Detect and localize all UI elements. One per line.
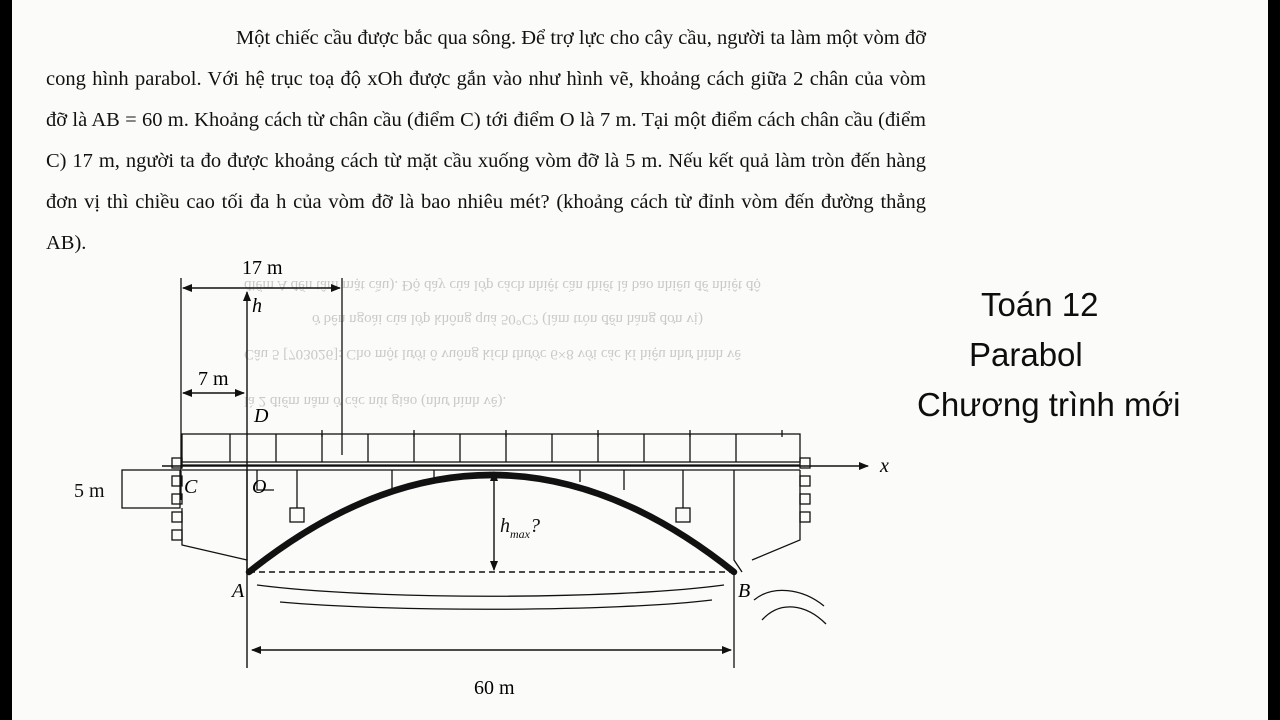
problem-statement: Một chiếc cầu được bắc qua sông. Để trợ lực cho cây cầu, người ta làm một vòm đỡ cong hình parabol. Với hệ trục toạ độ xOh được gắn vào như hình vẽ, khoảng cách giữa 2 chân của vòm đỡ là AB = 60 m. Khoảng cách từ chân cầu (điểm C) tới điểm O là 7 m. Tại một điểm cách chân cầu (điểm C) 17 m, người ta đo được khoảng cách từ mặt cầu xuống vòm đỡ là 5 m. Nếu kết quả làm tròn đến hàng đơn vị thì chiều cao tối đa h của vòm đỡ là bao nhiêu mét? (khoảng cách từ đỉnh vòm đến đường thẳng AB). (46, 27, 926, 254)
label-60m: 60 m (474, 677, 515, 699)
label-5m: 5 m (74, 480, 105, 502)
bleed-through-line-1: điểm A đến tâm mặt cầu). Độ dày của lớp cách nhiệt cần thiết là bao nhiêu để nhiệt độ (244, 277, 761, 293)
label-hmax: h (500, 515, 510, 537)
left-abutment (74, 458, 274, 572)
label-7m: 7 m (198, 368, 229, 390)
hmax-indicator (494, 472, 540, 570)
label-A: A (232, 580, 245, 602)
label-D: D (254, 405, 269, 427)
deck-ticks (322, 430, 782, 437)
lesson-title-topic: Parabol (969, 336, 1083, 373)
label-h: h (252, 295, 262, 317)
lesson-title (917, 280, 1257, 430)
label-C: C (184, 476, 198, 498)
deck-panel-dividers (230, 434, 736, 462)
svg-text:hmax? (500, 515, 540, 541)
parabolic-arch (249, 475, 734, 572)
dimension-17m (181, 257, 342, 500)
arch-posts (290, 470, 690, 522)
x-axis (162, 455, 889, 477)
worksheet-page (12, 0, 1268, 720)
label-B: B (738, 580, 751, 602)
label-hmax-subscript: max (510, 527, 530, 541)
bleed-through-line-3: Câu 5 [703026]: Cho một lưới ô vuông kích thước 6×8 với các kí hiệu như hình vẽ (244, 346, 741, 362)
label-hmax-question: ? (530, 515, 540, 537)
label-17m: 17 m (242, 257, 283, 279)
river-bed (257, 585, 724, 609)
right-abutment (734, 458, 826, 624)
label-x: x (880, 455, 889, 477)
dimension-60m (252, 575, 734, 699)
bridge-deck (182, 430, 800, 470)
lesson-title-subject: Toán 12 (981, 286, 1099, 323)
lesson-title-program: Chương trình mới (917, 386, 1181, 423)
bleed-through-line-2: ở bên ngoài của lớp không quá 50°C? (làm tròn đến hàng đơn vị) (312, 311, 703, 327)
dimension-7m (183, 368, 244, 393)
bleed-through-line-4: là 2 điểm nằm ở các nút giao (như hình vẽ). (244, 393, 507, 409)
label-O: O (252, 476, 267, 498)
